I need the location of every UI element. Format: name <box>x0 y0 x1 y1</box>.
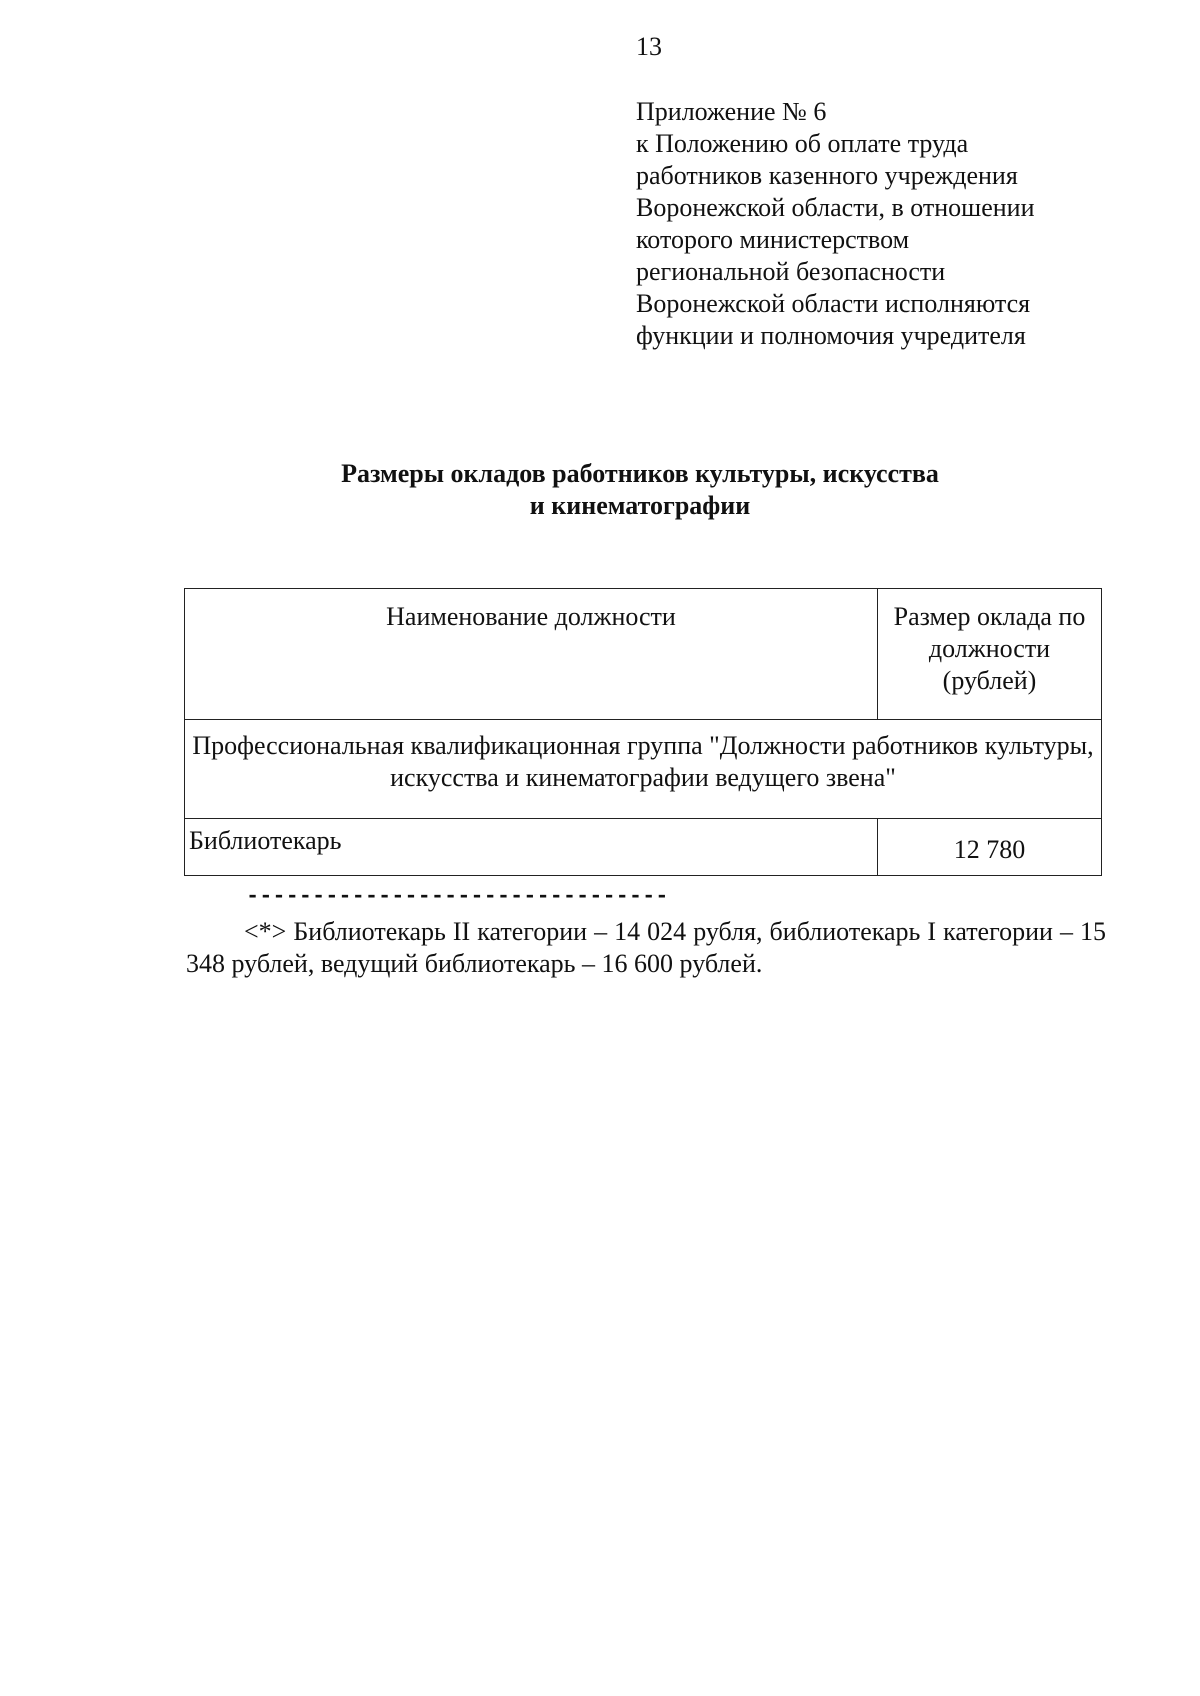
title-line-1: Размеры окладов работников культуры, искусства <box>341 459 939 488</box>
appendix-line: Приложение № 6 <box>636 97 827 126</box>
header-salary-size: Размер оклада по должности (рублей) <box>878 589 1102 720</box>
page-number: 13 <box>636 32 662 61</box>
table-header-row <box>185 589 1102 720</box>
appendix-line: функции и полномочия учредителя <box>636 321 1026 350</box>
qualification-group: Профессиональная квалификационная группа "Должности работников культуры, искусства и кинематографии ведущего звена" <box>185 720 1102 819</box>
document-title <box>180 458 1100 522</box>
header-position-name: Наименование должности <box>185 589 878 720</box>
appendix-block <box>636 96 1106 352</box>
footnote-separator: -------------------------------- <box>246 884 669 909</box>
appendix-line: к Положению об оплате труда <box>636 129 969 158</box>
table-row <box>185 819 1102 876</box>
table-group-row <box>185 720 1102 819</box>
appendix-line: которого министерством <box>636 225 910 254</box>
appendix-line: Воронежской области, в отношении <box>636 193 1035 222</box>
footnote-text: <*> Библиотекарь II категории – 14 024 рубля, библиотекарь I категории – 15 348 рублей, ведущий библиотекарь – 16 600 рублей. <box>186 917 1106 978</box>
salary-table <box>184 588 1102 876</box>
appendix-line: Воронежской области исполняются <box>636 289 1031 318</box>
title-line-2: и кинематографии <box>529 491 751 520</box>
position-name-cell: Библиотекарь <box>185 819 878 876</box>
appendix-line: работников казенного учреждения <box>636 161 1018 190</box>
salary-value-cell: 12 780 <box>878 819 1102 876</box>
appendix-line: региональной безопасности <box>636 257 946 286</box>
